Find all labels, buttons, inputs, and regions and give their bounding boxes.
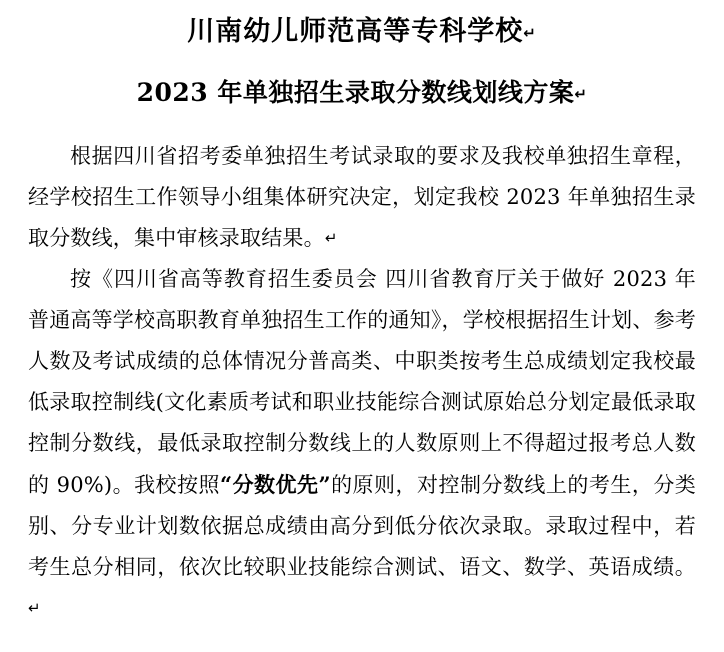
document-body	[28, 136, 696, 629]
page-subtitle-text: 2023 年单独招生录取分数线划线方案	[136, 78, 575, 108]
paragraph-1	[28, 136, 696, 259]
paragraph-mark-icon: ↵	[523, 24, 537, 42]
paragraph-2-text-part2: 的原则，对控制分数线上的考生，分类别、分专业计划数依据总成绩由高分到低分依次录取。录取过程中，若考生总分相同，依次比较职业技能综合测试、语文、数学、英语成绩。	[28, 473, 697, 580]
paragraph-mark-icon: ↵	[324, 229, 338, 248]
paragraph-1-text: 根据四川省招考委单独招生考试录取的要求及我校单独招生章程，经学校招生工作领导小组集体研究决定，划定我校 2023 年单独招生录取分数线，集中审核录取结果。	[28, 144, 696, 251]
paragraph-mark-icon: ↵	[574, 85, 588, 104]
page-title	[28, 16, 696, 48]
page-title-text: 川南幼儿师范高等专科学校	[187, 16, 524, 47]
paragraph-2-emphasis: “分数优先”	[220, 472, 331, 498]
paragraph-2	[28, 259, 696, 629]
paragraph-mark-icon: ↵	[28, 599, 41, 618]
page-subtitle	[28, 78, 696, 108]
paragraph-2-text-part1: 按《四川省高等教育招生委员会 四川省教育厅关于做好 2023 年普通高等学校高职教育单独招生工作的通知》，学校根据招生计划、参考人数及考试成绩的总体情况分普高类、中职类按考生总成绩划定我校最低录取控制线(文化素质考试和职业技能综合测试原始总分划定最低录取控制分数线，最低录取控制分数线上的人数原则上不得超过报考总人数的 90%)。我校按照	[28, 267, 696, 498]
document-page	[0, 16, 724, 652]
